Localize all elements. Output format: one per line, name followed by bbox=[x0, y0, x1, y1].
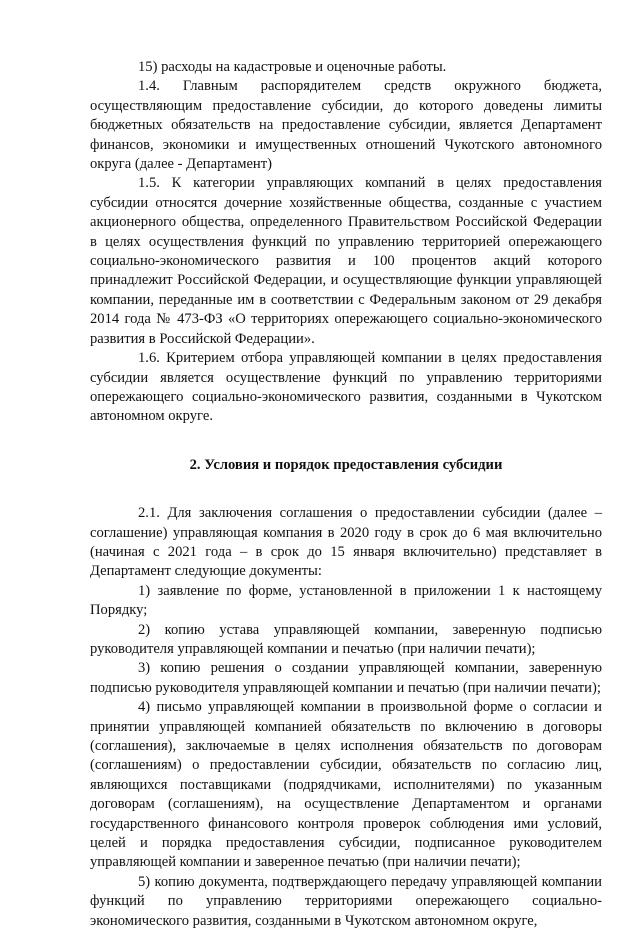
section-heading: 2. Условия и порядок предоставления субсидии bbox=[189, 456, 503, 473]
list-item-3: 3) копию решения о создании управляющей компании, заверенную подписью руководителя управляющей компании и печатью (при наличии печати); bbox=[90, 660, 602, 696]
document-page bbox=[90, 58, 602, 931]
list-item-4: 4) письмо управляющей компании в произвольной форме о согласии и принятии управляющей компанией обязательств по включению в договоры (соглашения), заключаемые в целях исполнения обязательств по договорам (соглашениям) о предоставлении субсидии, обязательств по согласию лиц, являющихся поставщиками (подрядчиками, исполнителями) по указанным договорам (соглашениям), на осуществление Департаментом и органами государственного финансового контроля проверок соблюдения ими условий, целей и порядка предоставления субсидии, подписанное руководителем управляющей компании и заверенное печатью (при наличии печати); bbox=[90, 699, 602, 871]
paragraph-1-4: 1.4. Главным распорядителем средств окружного бюджета, осуществляющим предоставление субсидии, до которого доведены лимиты бюджетных обязательств на предоставление субсидии, является Департамент финансов, экономики и имущественных отношений Чукотского автономного округа (далее - Департамент) bbox=[90, 78, 602, 173]
list-item-5: 5) копию документа, подтверждающего передачу управляющей компании функций по управлению территориями опережающего социально-экономического развития, созданными в Чукотском автономном округе, bbox=[90, 873, 602, 929]
list-item-1: 1) заявление по форме, установленной в приложении 1 к настоящему Порядку; bbox=[90, 582, 602, 619]
paragraph-2-1: 2.1. Для заключения соглашения о предоставлении субсидии (далее – соглашение) управляющая компания в 2020 году в срок до 6 мая включительно (начиная с 2021 года – в срок до 15 января включительно) представляет в Департамент следующие документы: bbox=[90, 505, 602, 580]
paragraph-1-5: 1.5. К категории управляющих компаний в целях предоставления субсидии относятся дочерние хозяйственные общества, созданные с участием акционерного общества, определенного Правительством Российской Федерации в целях осуществления функций по управлению территорией опережающего социально-экономического развития и 100 процентов акций которого принадлежит Российской Федерации, и осуществляющие функции управляющей компании, переданные им в соответствии с Федеральным законом от 29 декабря 2014 года № 473-ФЗ «О территориях опережающего социально-экономического развития в Российской Федерации». bbox=[90, 175, 602, 347]
paragraph-1-6: 1.6. Критерием отбора управляющей компании в целях предоставления субсидии является осуществление функций по управлению территориями опережающего социально-экономического развития, созданными в Чукотском автономном округе. bbox=[90, 350, 602, 425]
list-item-2: 2) копию устава управляющей компании, заверенную подписью руководителя управляющей компании и печатью (при наличии печати); bbox=[90, 621, 602, 657]
paragraph-item-15: 15) расходы на кадастровые и оценочные работы. bbox=[138, 59, 447, 75]
